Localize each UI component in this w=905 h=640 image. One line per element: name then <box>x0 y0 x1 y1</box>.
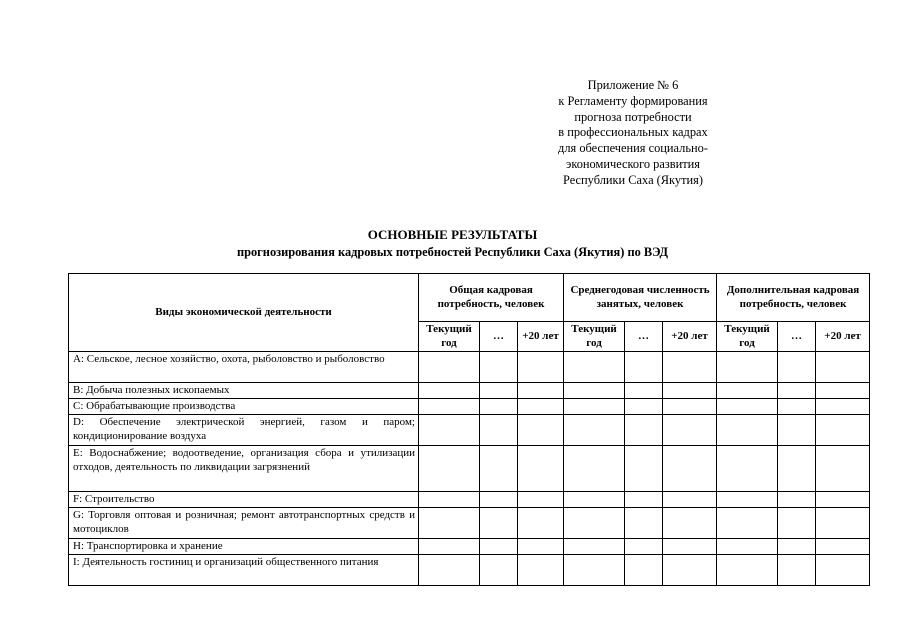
activity-column-header: Виды экономической деятельности <box>69 274 419 352</box>
value-cell <box>564 508 625 539</box>
value-cell <box>564 539 625 555</box>
value-cell <box>564 399 625 415</box>
value-cell <box>518 383 564 399</box>
value-cell <box>518 508 564 539</box>
table-row <box>69 383 870 399</box>
value-cell <box>625 415 663 446</box>
table-row <box>69 492 870 508</box>
value-cell <box>625 446 663 492</box>
value-cell <box>816 399 870 415</box>
value-cell <box>564 383 625 399</box>
subheader-plus-20-years: +20 лет <box>518 322 564 352</box>
value-cell <box>717 415 778 446</box>
subheader-current-year: Текущий год <box>564 322 625 352</box>
value-cell <box>778 352 816 383</box>
value-cell <box>778 508 816 539</box>
value-cell <box>480 399 518 415</box>
value-cell <box>518 446 564 492</box>
value-cell <box>518 415 564 446</box>
value-cell <box>778 539 816 555</box>
subheader-ellipsis: … <box>625 322 663 352</box>
group-header-total-need: Общая кадровая потребность, человек <box>419 274 564 322</box>
value-cell <box>518 539 564 555</box>
value-cell <box>419 399 480 415</box>
value-cell <box>518 352 564 383</box>
value-cell <box>480 539 518 555</box>
value-cell <box>778 555 816 586</box>
value-cell <box>717 399 778 415</box>
appendix-line: в профессиональных кадрах <box>558 125 708 140</box>
activity-cell: C: Обрабатывающие производства <box>69 399 419 415</box>
appendix-line: для обеспечения социально- <box>558 141 708 156</box>
value-cell <box>816 539 870 555</box>
value-cell <box>663 508 717 539</box>
appendix-line: прогноза потребности <box>574 109 692 124</box>
value-cell <box>518 555 564 586</box>
value-cell <box>419 446 480 492</box>
value-cell <box>717 492 778 508</box>
value-cell <box>480 415 518 446</box>
value-cell <box>480 492 518 508</box>
value-cell <box>816 415 870 446</box>
table-row <box>69 352 870 383</box>
table-row <box>69 508 870 539</box>
value-cell <box>717 352 778 383</box>
value-cell <box>663 399 717 415</box>
value-cell <box>625 555 663 586</box>
subheader-current-year: Текущий год <box>419 322 480 352</box>
document-title: ОСНОВНЫЕ РЕЗУЛЬТАТЫ <box>367 227 538 242</box>
value-cell <box>625 399 663 415</box>
activity-cell: B: Добыча полезных ископаемых <box>69 383 419 399</box>
value-cell <box>778 415 816 446</box>
activity-cell: D: Обеспечение электрической энергией, газом и паром; кондиционирование воздуха <box>69 415 419 446</box>
table-header-row <box>69 274 870 322</box>
value-cell <box>419 539 480 555</box>
value-cell <box>717 555 778 586</box>
value-cell <box>518 399 564 415</box>
value-cell <box>625 492 663 508</box>
group-header-additional-need: Дополнительная кадровая потребность, человек <box>717 274 870 322</box>
activity-cell: G: Торговля оптовая и розничная; ремонт автотранспортных средств и мотоциклов <box>69 508 419 539</box>
value-cell <box>717 539 778 555</box>
subheader-plus-20-years: +20 лет <box>816 322 870 352</box>
table-row <box>69 539 870 555</box>
table-row <box>69 399 870 415</box>
activity-cell: I: Деятельность гостиниц и организаций общественного питания <box>69 555 419 586</box>
activity-cell: F: Строительство <box>69 492 419 508</box>
value-cell <box>717 446 778 492</box>
value-cell <box>480 508 518 539</box>
table-row <box>69 415 870 446</box>
value-cell <box>480 352 518 383</box>
activity-cell: E: Водоснабжение; водоотведение, организация сбора и утилизации отходов, деятельность по ликвидации загрязнений <box>69 446 419 492</box>
value-cell <box>717 383 778 399</box>
subheader-ellipsis: … <box>778 322 816 352</box>
value-cell <box>625 383 663 399</box>
value-cell <box>778 399 816 415</box>
table-row <box>69 446 870 492</box>
value-cell <box>480 383 518 399</box>
value-cell <box>663 415 717 446</box>
subheader-plus-20-years: +20 лет <box>663 322 717 352</box>
value-cell <box>663 383 717 399</box>
group-header-avg-employed: Среднегодовая численность занятых, человек <box>564 274 717 322</box>
appendix-block <box>513 78 753 189</box>
value-cell <box>419 383 480 399</box>
subheader-ellipsis: … <box>480 322 518 352</box>
value-cell <box>419 492 480 508</box>
value-cell <box>564 352 625 383</box>
value-cell <box>816 508 870 539</box>
value-cell <box>778 492 816 508</box>
activity-cell: H: Транспортировка и хранение <box>69 539 419 555</box>
value-cell <box>816 446 870 492</box>
value-cell <box>564 415 625 446</box>
value-cell <box>625 352 663 383</box>
value-cell <box>778 383 816 399</box>
appendix-line: Приложение № 6 <box>587 78 679 92</box>
value-cell <box>663 539 717 555</box>
value-cell <box>518 492 564 508</box>
value-cell <box>419 555 480 586</box>
value-cell <box>625 508 663 539</box>
value-cell <box>564 446 625 492</box>
value-cell <box>480 446 518 492</box>
value-cell <box>663 492 717 508</box>
appendix-line: экономического развития <box>566 156 700 171</box>
value-cell <box>480 555 518 586</box>
value-cell <box>663 446 717 492</box>
activity-cell: A: Сельское, лесное хозяйство, охота, рыболовство и рыболовство <box>69 352 419 383</box>
value-cell <box>564 492 625 508</box>
value-cell <box>816 492 870 508</box>
value-cell <box>419 415 480 446</box>
subheader-current-year: Текущий год <box>717 322 778 352</box>
value-cell <box>778 446 816 492</box>
appendix-line: Республики Саха (Якутия) <box>563 172 703 187</box>
value-cell <box>663 555 717 586</box>
table-row <box>69 555 870 586</box>
value-cell <box>663 352 717 383</box>
value-cell <box>564 555 625 586</box>
value-cell <box>816 383 870 399</box>
value-cell <box>816 555 870 586</box>
value-cell <box>625 539 663 555</box>
appendix-line: к Регламенту формирования <box>558 93 708 108</box>
document-subtitle: прогнозирования кадровых потребностей Республики Саха (Якутия) по ВЭД <box>236 245 669 259</box>
value-cell <box>419 352 480 383</box>
value-cell <box>717 508 778 539</box>
value-cell <box>816 352 870 383</box>
results-table <box>68 273 870 586</box>
value-cell <box>419 508 480 539</box>
